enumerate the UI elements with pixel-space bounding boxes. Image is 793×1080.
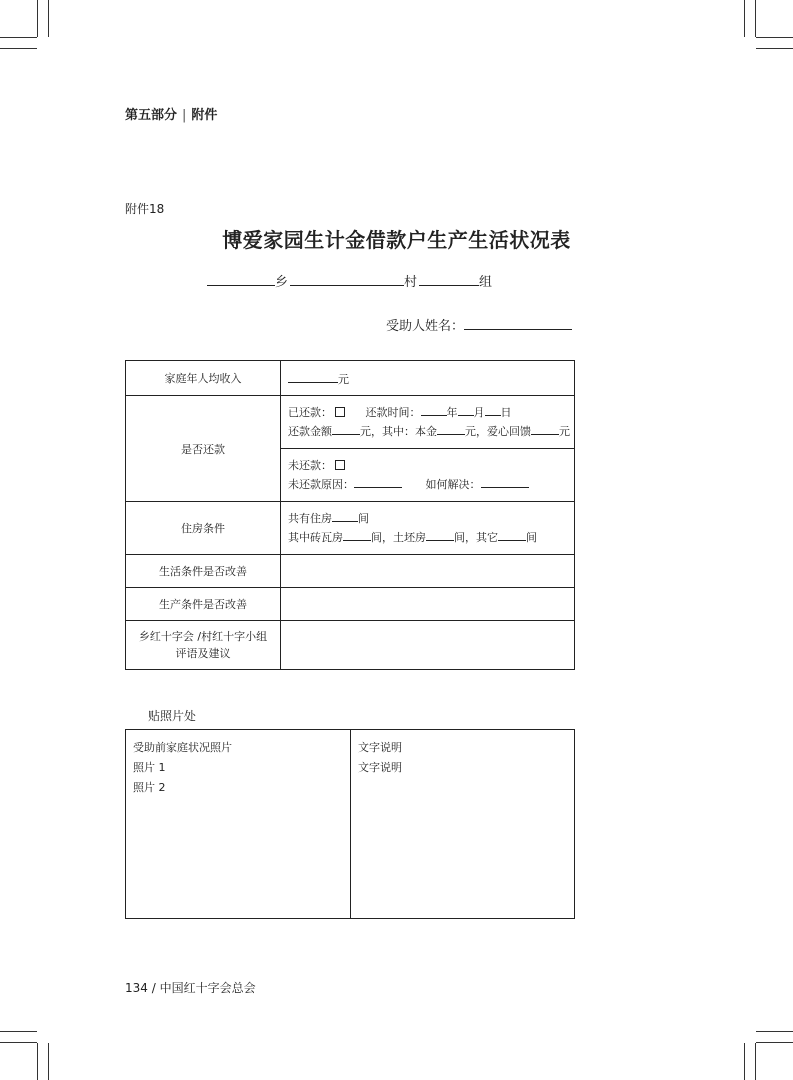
repay-amount-line (288, 422, 573, 441)
housing-cell (281, 502, 575, 555)
page-title: 博爱家园生计金借款户生产生活状况表 (222, 228, 571, 252)
earth-label: 间，土坯房 (371, 531, 426, 544)
crop-mark (48, 0, 49, 37)
housing-row (126, 502, 575, 555)
crop-mark (756, 37, 793, 38)
repay-amount-field[interactable] (332, 422, 360, 435)
comments-label-line1: 乡红十字会 /村红十字小组 (138, 630, 268, 643)
crop-mark (756, 1031, 793, 1032)
month-label: 月 (473, 406, 485, 419)
reason-label: 未还款原因： (288, 478, 354, 491)
crop-mark (744, 1043, 745, 1080)
recipient-name-field[interactable] (464, 317, 572, 330)
photo-line: 照片 2 (133, 781, 166, 794)
housing-total-line (288, 509, 573, 528)
crop-mark (0, 37, 37, 38)
crop-mark (755, 0, 756, 37)
income-row (126, 361, 575, 396)
repaid-row (126, 396, 575, 449)
header-divider: | (182, 108, 187, 123)
day-label: 日 (500, 406, 512, 419)
photo-section-label: 贴照片处 (148, 709, 197, 723)
recipient-line (386, 315, 572, 334)
production-label: 生产条件是否改善 (126, 588, 281, 621)
page-footer: 134 / 中国红十字会总会 (125, 981, 256, 995)
crop-mark (755, 1043, 756, 1080)
brick-label: 其中砖瓦房 (288, 531, 343, 544)
caption-cell[interactable] (351, 730, 575, 919)
unpaid-cell (281, 449, 575, 502)
year-label: 年 (446, 406, 458, 419)
reason-field[interactable] (354, 475, 402, 488)
crop-mark (756, 1042, 793, 1043)
caption-line: 文字说明 (358, 761, 402, 774)
earth-field[interactable] (426, 528, 454, 541)
township-field[interactable] (207, 273, 275, 286)
running-header (125, 104, 217, 123)
income-label: 家庭年人均收入 (126, 361, 281, 396)
housing-label: 住房条件 (126, 502, 281, 555)
photo-table (125, 729, 575, 919)
crop-mark (0, 1031, 37, 1032)
crop-mark (37, 0, 38, 37)
principal-field[interactable] (437, 422, 465, 435)
village-field[interactable] (290, 273, 404, 286)
solution-label: 如何解决： (425, 478, 481, 491)
total-housing-label: 共有住房 (288, 512, 332, 525)
repaid-line (288, 403, 573, 422)
photo-cell[interactable] (126, 730, 351, 919)
unpaid-label: 未还款： (288, 459, 332, 472)
comments-label-line2: 评语及建议 (175, 647, 231, 660)
rooms-label: 间 (358, 512, 369, 525)
other-field[interactable] (498, 528, 526, 541)
caption-line: 文字说明 (358, 741, 402, 754)
comments-row (126, 621, 575, 670)
repay-label: 是否还款 (126, 396, 281, 502)
crop-mark (48, 1043, 49, 1080)
crop-mark (37, 1043, 38, 1080)
living-field[interactable] (281, 555, 575, 588)
living-label: 生活条件是否改善 (126, 555, 281, 588)
love-label: 元，爱心回馈 (465, 425, 531, 438)
housing-breakdown-line (288, 528, 573, 547)
love-field[interactable] (531, 422, 559, 435)
unpaid-checkbox[interactable] (335, 460, 345, 470)
unpaid-line (288, 456, 573, 475)
income-field[interactable] (288, 370, 338, 383)
location-line (207, 271, 492, 290)
comments-field[interactable] (281, 621, 575, 670)
repaid-checkbox[interactable] (335, 407, 345, 417)
comments-label (126, 621, 281, 670)
annex-number: 附件18 (125, 202, 165, 216)
village-label: 村 (404, 275, 418, 290)
crop-mark (0, 1042, 37, 1043)
status-table (125, 360, 575, 670)
repaid-label: 已还款： (288, 406, 332, 419)
other-label: 间，其它 (454, 531, 498, 544)
group-field[interactable] (419, 273, 479, 286)
repay-amount-label: 还款金额 (288, 425, 332, 438)
repay-day-field[interactable] (485, 403, 501, 416)
total-housing-field[interactable] (332, 509, 358, 522)
section-subtitle: 附件 (191, 108, 218, 123)
living-row (126, 555, 575, 588)
brick-field[interactable] (343, 528, 371, 541)
yuan-end-label: 元 (559, 425, 570, 438)
reason-line (288, 475, 573, 494)
repay-time-label: 还款时间： (365, 406, 421, 419)
crop-mark (0, 48, 37, 49)
photo-line: 照片 1 (133, 761, 166, 774)
township-label: 乡 (275, 275, 289, 290)
production-field[interactable] (281, 588, 575, 621)
principal-label: 元，其中：本金 (360, 425, 437, 438)
photo-line: 受助前家庭状况照片 (133, 741, 232, 754)
income-unit: 元 (338, 372, 349, 386)
group-label: 组 (479, 275, 493, 290)
photo-row (126, 730, 575, 919)
solution-field[interactable] (481, 475, 529, 488)
production-row (126, 588, 575, 621)
recipient-label: 受助人姓名： (386, 319, 465, 334)
repay-year-field[interactable] (421, 403, 447, 416)
rooms-end-label: 间 (526, 531, 537, 544)
repay-month-field[interactable] (458, 403, 474, 416)
crop-mark (744, 0, 745, 37)
income-cell[interactable] (281, 361, 575, 396)
repaid-cell (281, 396, 575, 449)
section-title: 第五部分 (125, 108, 178, 123)
crop-mark (756, 48, 793, 49)
